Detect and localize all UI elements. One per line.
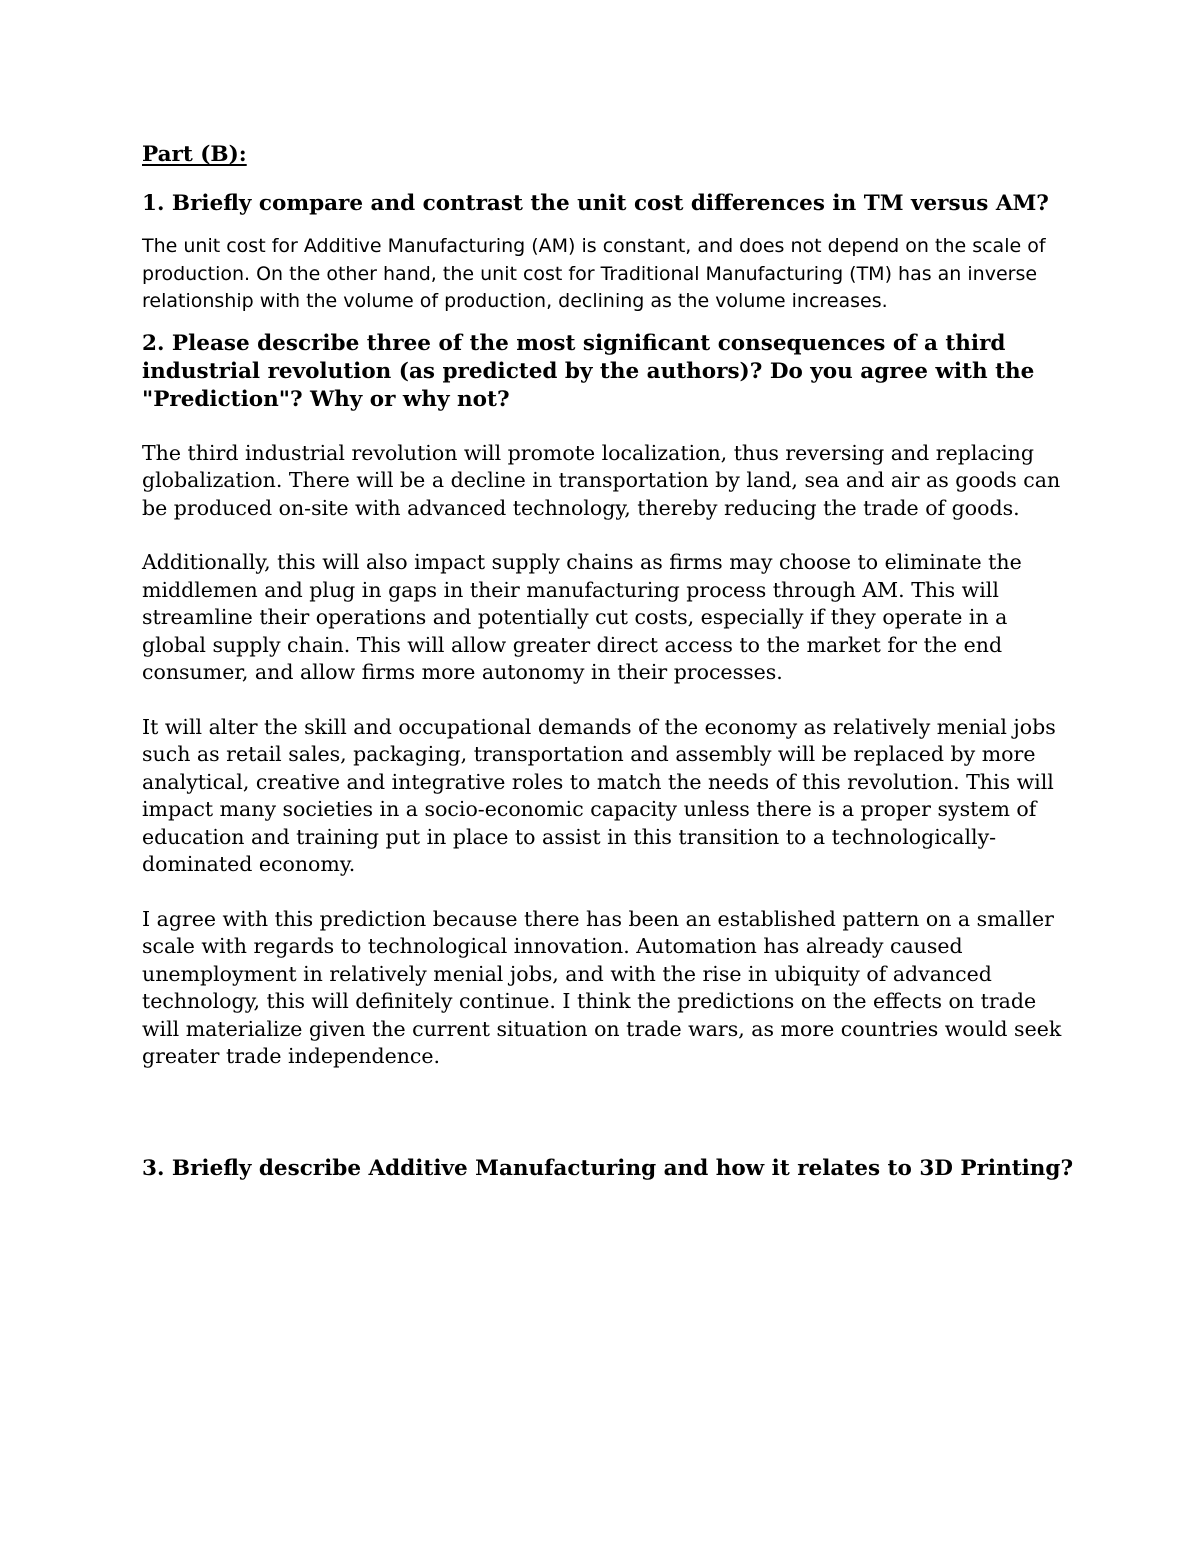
answer-2-paragraph: Additionally, this will also impact supply chains as firms may choose to eliminate the middlemen and plug in gaps in their manufacturing process through AM. This will streamline their operations and potentially cut costs, especially if they operate in a global supply chain. This will allow greater direct access to the market for the end consumer, and allow firms more autonomy in their processes. <box>142 550 1022 684</box>
answer-2-paragraph: I agree with this prediction because there has been an established pattern on a smaller scale with regards to technological innovation. Automation has already caused unemployment in relatively menial jobs, and with the rise in ubiquity of advanced technology, this will definitely continue. I think the predictions on the effects on trade will materialize given the current situation on trade wars, as more countries would seek greater trade independence. <box>142 906 1062 1068</box>
part-heading: Part (B): <box>142 142 247 167</box>
document-body <box>142 140 1077 1183</box>
answer-1: The unit cost for Additive Manufacturing (AM) is constant, and does not depend on the scale of production. On the other hand, the unit cost for Traditional Manufacturing (TM) has an inverse relationship with the volume of production, declining as the volume increases. <box>142 235 1046 312</box>
answer-2-paragraph: The third industrial revolution will promote localization, thus reversing and replacing globalization. There will be a decline in transportation by land, sea and air as goods can be produced on-site with advanced technology, thereby reducing the trade of goods. <box>142 440 1061 520</box>
answer-2-paragraph: It will alter the skill and occupational demands of the economy as relatively menial jobs such as retail sales, packaging, transportation and assembly will be replaced by more analytical, creative and integrative roles to match the needs of this revolution. This will impact many societies in a socio-economic capacity unless there is a proper system of education and training put in place to assist in this transition to a technologically-dominated economy. <box>142 714 1056 876</box>
question-2: 2. Please describe three of the most significant consequences of a third industrial revolution (as predicted by the authors)? Do you agree with the "Prediction"? Why or why not? <box>142 330 1035 412</box>
question-3: 3. Briefly describe Additive Manufacturing and how it relates to 3D Printing? <box>142 1155 1074 1181</box>
question-1: 1. Briefly compare and contrast the unit cost differences in TM versus AM? <box>142 191 1049 216</box>
